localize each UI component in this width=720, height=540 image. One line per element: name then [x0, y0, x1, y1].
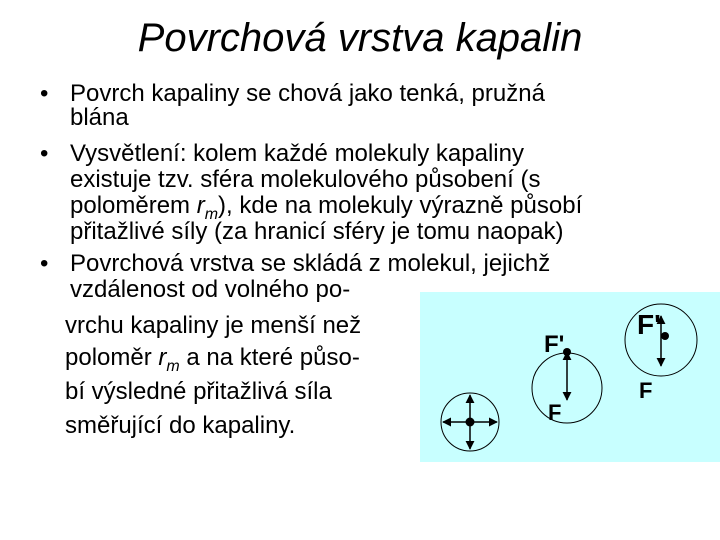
radius-subscript-2: m — [166, 357, 180, 375]
label-f-prime-middle: F' — [544, 331, 565, 358]
deep-molecule — [441, 393, 499, 451]
slide-title: Povrchová vrstva kapalin — [137, 16, 583, 60]
bullet-marker-2: • — [40, 140, 49, 167]
radius-symbol-2: r — [158, 344, 167, 371]
radius-subscript: m — [204, 205, 219, 223]
bullet-3-line-2: vzdálenost od volného po- — [70, 276, 351, 303]
bullet-marker-3: • — [40, 250, 49, 277]
bullet-3-line-1: Povrchová vrstva se skládá z molekul, jejichž — [70, 250, 551, 277]
bullet-1-line-2: blána — [70, 104, 129, 131]
surface-molecule-outer — [625, 304, 697, 403]
bullet-3-line-6: směřující do kapaliny. — [65, 412, 296, 439]
bullet-3-line-4: poloměr $r_m$ a na které půso- — [65, 344, 360, 375]
label-f-outer: F — [639, 378, 653, 403]
surface-molecule-middle — [532, 331, 602, 425]
bullet-2-line-2: existuje tzv. sféra molekulového působení (s — [70, 166, 541, 193]
bullet-3-line-3: vrchu kapaliny je menší než — [65, 312, 362, 339]
bullet-2-line-4: přitažlivé síly (za hranicí sféry je tomu naopak) — [70, 218, 564, 245]
bullet-2-line-1: Vysvětlení: kolem každé molekuly kapaliny — [70, 140, 524, 167]
bullet-marker-1: • — [40, 80, 49, 107]
label-f-prime-outer: F' — [637, 309, 661, 340]
bullet-3-line-5: bí výsledné přitažlivá síla — [65, 378, 332, 405]
bullet-2-line-3: poloměrem $r_m$), kde na molekuly výrazně působí — [70, 192, 583, 223]
label-f-middle: F — [548, 400, 562, 425]
bullet-1-line-1: Povrch kapaliny se chová jako tenká, pružná — [70, 80, 545, 107]
radius-symbol: r — [196, 192, 205, 219]
